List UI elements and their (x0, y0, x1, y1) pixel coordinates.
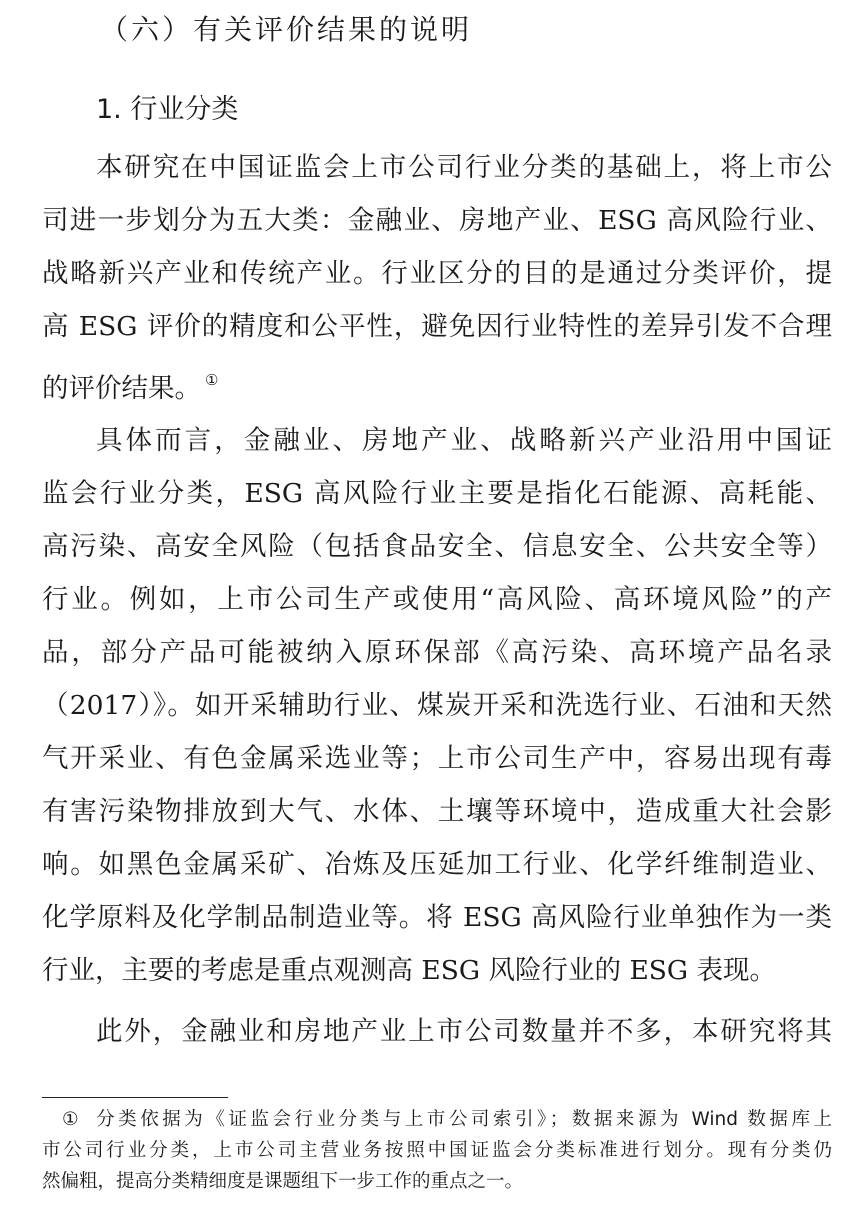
paragraph-line: 具体而言，金融业、房地产业、战略新兴产业沿用中国证 (96, 425, 832, 456)
footnote-text: 分类依据为《证监会行业分类与上市公司索引》；数据来源为 Wind 数据库上 (96, 1109, 832, 1130)
footnote-reference[interactable]: ① (205, 371, 219, 389)
paragraph-line: （2017）》。如开采辅助行业、煤炭开采和洗选行业、石油和天然 (42, 690, 832, 721)
paragraph-line: 高 ESG 评价的精度和公平性，避免因行业特性的差异引发不合理 (42, 311, 832, 342)
footnote-divider (42, 1097, 228, 1098)
paragraph-line: 本研究在中国证监会上市公司行业分类的基础上，将上市公 (96, 152, 832, 183)
paragraph-line-last: 行业，主要的考虑是重点观测高 ESG 风险行业的 ESG 表现。 (42, 955, 777, 986)
paragraph-line: 监会行业分类，ESG 高风险行业主要是指化石能源、高耗能、 (42, 478, 832, 509)
paragraph-text: 的评价结果。 (42, 373, 201, 404)
footnote-line: 然偏粗，提高分类精细度是课题组下一步工作的重点之一。 (42, 1171, 524, 1192)
paragraph-line: 品，部分产品可能被纳入原环保部《高污染、高环境产品名录 (42, 637, 832, 668)
paragraph-line: 行业。例如，上市公司生产或使用“高风险、高环境风险”的产 (42, 584, 832, 615)
paragraph-line: 有害污染物排放到大气、水体、土壤等环境中，造成重大社会影 (42, 796, 832, 827)
paragraph-line: 此外，金融业和房地产业上市公司数量并不多，本研究将其 (96, 1016, 832, 1047)
footnote-mark: ① (62, 1109, 83, 1130)
paragraph-line-last (42, 355, 832, 405)
footnote-line: 市公司行业分类，上市公司主营业务按照中国证监会分类标准进行划分。现有分类仍 (42, 1140, 832, 1161)
paragraph-line: 战略新兴产业和传统产业。行业区分的目的是通过分类评价，提 (42, 258, 832, 289)
paragraph-line: 响。如黑色金属采矿、冶炼及压延加工行业、化学纤维制造业、 (42, 849, 832, 880)
subsection-title: 1. 行业分类 (96, 94, 239, 125)
paragraph-line: 气开采业、有色金属采选业等；上市公司生产中，容易出现有毒 (42, 743, 832, 774)
section-title: （六）有关评价结果的说明 (100, 13, 473, 46)
footnote-line (62, 1105, 832, 1134)
paragraph-line: 化学原料及化学制品制造业等。将 ESG 高风险行业单独作为一类 (42, 902, 832, 933)
paragraph-line: 司进一步划分为五大类：金融业、房地产业、ESG 高风险行业、 (42, 205, 832, 236)
paragraph-line: 高污染、高安全风险（包括食品安全、信息安全、公共安全等） (42, 531, 832, 562)
